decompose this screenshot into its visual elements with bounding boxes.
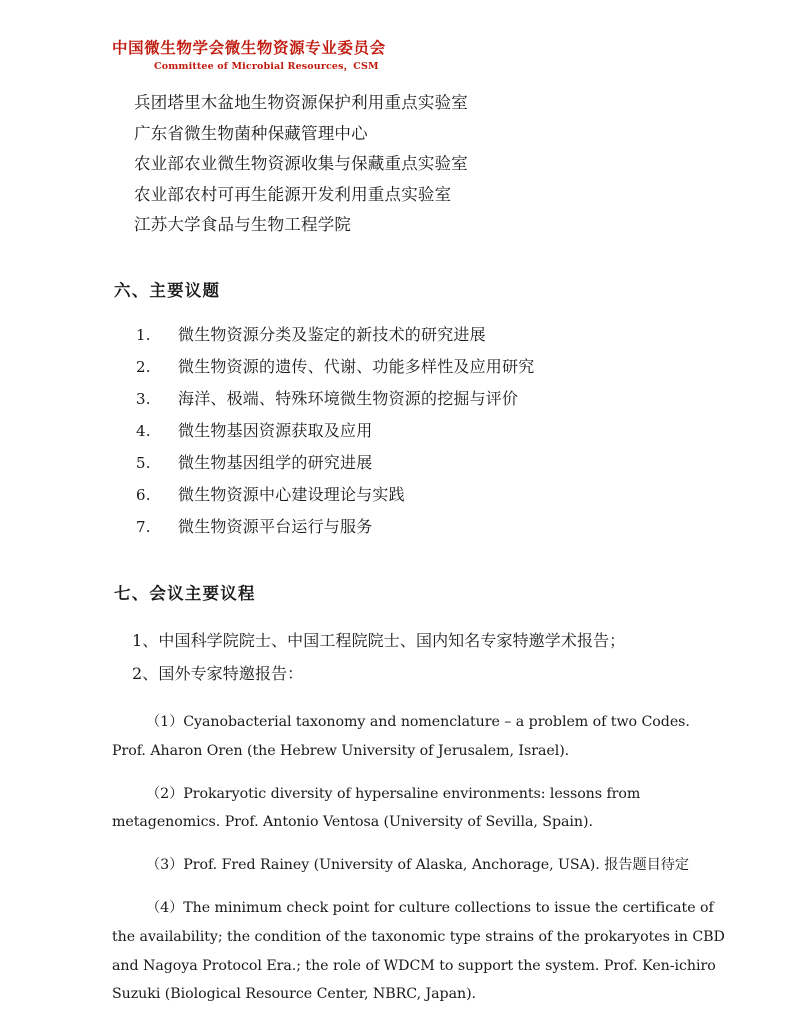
invited-talks-list bbox=[0, 694, 800, 1023]
topic-number: 7. bbox=[136, 518, 151, 536]
invited-talk-entry: （2）Prokaryotic diversity of hypersaline environments: lessons from metagenomics. Prof. Antonio Ventosa (University of Sevilla, Spain). bbox=[112, 785, 641, 831]
topic-text: 微生物资源平台运行与服务 bbox=[178, 517, 373, 536]
laboratory-list bbox=[0, 88, 800, 241]
topic-list-item bbox=[136, 415, 800, 447]
invited-talk-entry: （3）Prof. Fred Rainey (University of Alaska, Anchorage, USA). 报告题目待定 bbox=[146, 857, 690, 874]
topics-section bbox=[0, 277, 800, 543]
topic-text: 微生物资源分类及鉴定的新技术的研究进展 bbox=[178, 325, 486, 344]
topic-text: 微生物资源中心建设理论与实践 bbox=[178, 485, 405, 504]
agenda-list-item: 1、中国科学院院士、中国工程院院士、国内知名专家特邀学术报告； bbox=[132, 631, 626, 650]
agenda-section bbox=[0, 580, 800, 690]
list-item: 农业部农业微生物资源收集与保藏重点实验室 bbox=[134, 154, 468, 173]
topic-text: 微生物基因资源获取及应用 bbox=[178, 421, 373, 440]
list-item: 江苏大学食品与生物工程学院 bbox=[134, 215, 352, 234]
topic-number: 4. bbox=[136, 422, 151, 440]
list-item: 农业部农村可再生能源开发利用重点实验室 bbox=[134, 184, 452, 204]
topic-list-item bbox=[136, 511, 800, 543]
topic-list-item bbox=[136, 479, 800, 511]
invited-talk-entry: （1）Cyanobacterial taxonomy and nomenclature – a problem of two Codes. Prof. Aharon Oren (the Hebrew University of Jerusalem, Israel). bbox=[112, 714, 690, 759]
letterhead-organization-en: Committee of Microbial Resources，CSM bbox=[154, 61, 379, 73]
agenda-section-heading: 七、会议主要议程 bbox=[114, 584, 256, 603]
letterhead-organization-cn: 中国微生物学会微生物资源专业委员会 bbox=[112, 38, 386, 57]
topic-list-item bbox=[136, 447, 800, 479]
topic-text: 微生物基因组学的研究进展 bbox=[178, 453, 373, 472]
topic-number: 2. bbox=[136, 358, 151, 376]
topic-list-item bbox=[136, 351, 800, 383]
topic-number: 3. bbox=[136, 390, 151, 408]
topic-list-item bbox=[136, 383, 800, 415]
agenda-list-item: 2、国外专家特邀报告： bbox=[132, 664, 304, 683]
list-item: 兵团塔里木盆地生物资源保护利用重点实验室 bbox=[134, 93, 468, 112]
topic-text: 微生物资源的遗传、代谢、功能多样性及应用研究 bbox=[178, 357, 535, 376]
letterhead bbox=[112, 38, 712, 72]
invited-talk-entry: （4）The minimum check point for culture collections to issue the certificate of the availability; the condition of the taxonomic type strains of the prokaryotes in CBD and Nagoya Protocol Era.; the role of WDCM to support the system. Prof. Ken-ichiro Suzuki (Biological Resource Center, NBRC, Japan). bbox=[112, 900, 725, 1003]
topics-section-heading: 六、主要议题 bbox=[114, 281, 221, 300]
topic-number: 1. bbox=[136, 326, 151, 344]
list-item: 广东省微生物菌种保藏管理中心 bbox=[134, 123, 368, 143]
topic-text: 海洋、极端、特殊环境微生物资源的挖掘与评价 bbox=[178, 389, 519, 408]
topic-number: 5. bbox=[136, 454, 151, 472]
topic-number: 6. bbox=[136, 486, 151, 504]
topic-list-item bbox=[136, 319, 800, 351]
